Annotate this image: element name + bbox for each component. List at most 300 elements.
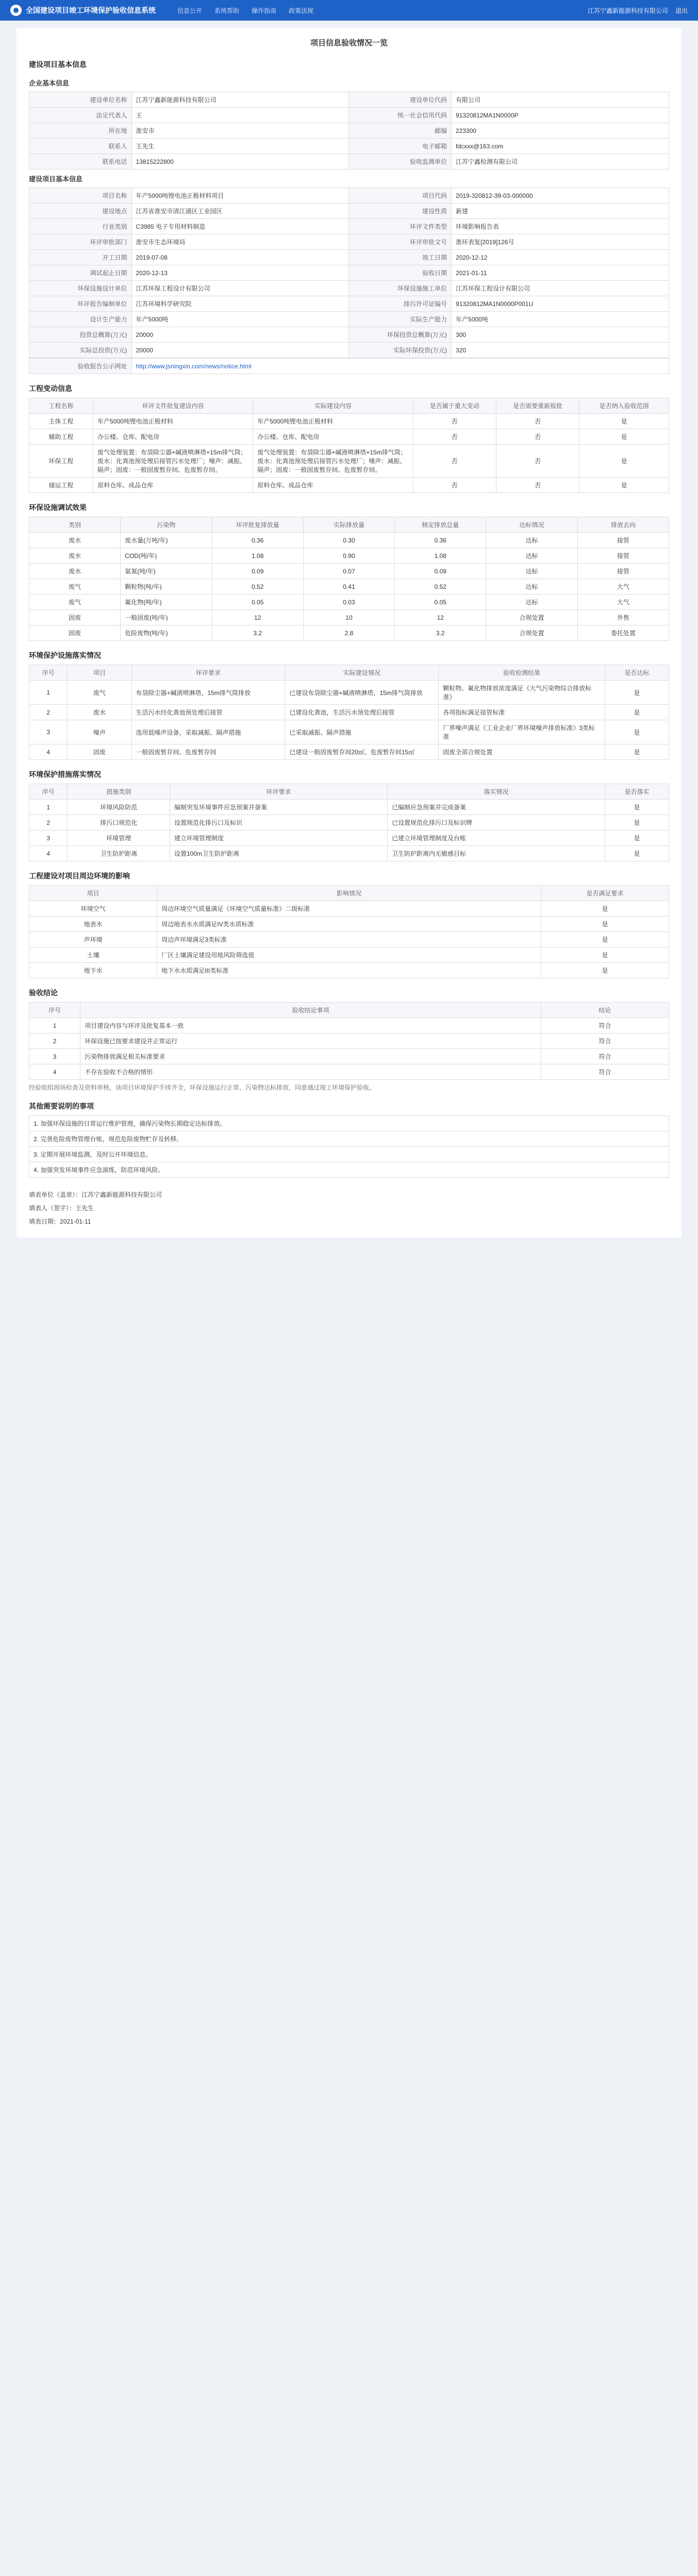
project-value: 江苏环保工程设计有限公司	[131, 281, 349, 296]
facility-cell: 废水	[68, 705, 131, 720]
measures-cell: 2	[29, 815, 68, 831]
facility-cell: 是	[605, 744, 669, 760]
project-label: 建设性质	[349, 204, 452, 219]
surround-cell: 土壤	[29, 947, 157, 963]
change-table	[29, 398, 669, 493]
facility-cell: 4	[29, 744, 68, 760]
emission-cell: COD(吨/年)	[121, 548, 212, 564]
table-row	[29, 744, 669, 760]
emission-cell: 达标	[486, 579, 577, 595]
surround-header: 影响情况	[157, 886, 541, 901]
facility-table	[29, 665, 669, 760]
facility-header: 项目	[68, 665, 131, 681]
other-item: 2. 完善危险废物管理台账，规范危险废物贮存及转移。	[29, 1131, 669, 1147]
company-row	[29, 154, 669, 170]
table-row	[29, 478, 669, 493]
change-cell: 否	[496, 429, 579, 445]
surround-cell: 是	[541, 963, 669, 978]
facility-header: 环评要求	[131, 665, 285, 681]
facility-cell: 2	[29, 705, 68, 720]
change-cell: 否	[496, 478, 579, 493]
measures-header: 序号	[29, 784, 68, 800]
project-row	[29, 281, 669, 296]
project-table	[29, 188, 669, 358]
conclusion-cell: 符合	[541, 1064, 669, 1080]
project-value: 新建	[452, 204, 669, 219]
emission-cell: 0.52	[395, 579, 486, 595]
facility-cell: 是	[605, 720, 669, 744]
conclusion-cell: 1	[29, 1018, 80, 1033]
facility-cell: 已建设一般固废暂存间20㎡、危废暂存间15㎡	[285, 744, 439, 760]
project-value: 320	[452, 343, 669, 358]
measures-table	[29, 784, 669, 861]
table-row	[29, 564, 669, 579]
project-label: 项目名称	[29, 188, 132, 204]
user-name[interactable]: 江苏宁鑫新能源科技有限公司	[587, 7, 668, 14]
emission-cell: 外售	[577, 610, 669, 625]
nav-item-2[interactable]: 操作指南	[252, 7, 277, 14]
surround-header: 项目	[29, 886, 157, 901]
company-label: 建设单位代码	[349, 92, 452, 108]
change-cell: 废气处理装置：布袋除尘器+碱液喷淋塔+15m排气筒；废水：化粪池预处理后接管污水处理厂；噪声：减振、隔声；固废：一般固废暂存间、危废暂存间。	[93, 445, 253, 478]
change-cell: 否	[496, 445, 579, 478]
section-facility: 环境保护设施落实情况	[29, 651, 101, 659]
change-header: 是否需要重新报批	[496, 398, 579, 414]
emission-cell: 0.30	[303, 533, 394, 548]
other-item: 1. 加强环保设施的日常运行维护管理，确保污染物长期稳定达标排放。	[29, 1116, 669, 1131]
measures-cell: 是	[605, 800, 669, 815]
emission-cell: 一般固废(吨/年)	[121, 610, 212, 625]
measures-cell: 已编制应急预案并完成备案	[387, 800, 605, 815]
emission-header: 污染物	[121, 517, 212, 533]
facility-cell: 是	[605, 705, 669, 720]
emission-cell: 0.07	[303, 564, 394, 579]
emission-cell: 达标	[486, 548, 577, 564]
surround-cell: 是	[541, 901, 669, 917]
emission-cell: 达标	[486, 533, 577, 548]
change-cell: 办公楼、仓库、配电房	[93, 429, 253, 445]
change-cell: 辅助工程	[29, 429, 93, 445]
company-row	[29, 123, 669, 139]
measures-header: 措施类别	[68, 784, 170, 800]
company-label: 统一社会信用代码	[349, 108, 452, 123]
facility-cell: 3	[29, 720, 68, 744]
project-value: 91320812MA1N0000P001U	[452, 296, 669, 312]
project-value: 江苏省淮安市清江浦区工业园区	[131, 204, 349, 219]
section-measures: 环境保护措施落实情况	[29, 770, 101, 778]
emission-cell: 1.08	[395, 548, 486, 564]
conclusion-cell: 符合	[541, 1033, 669, 1049]
change-cell: 原料仓库、成品仓库	[93, 478, 253, 493]
table-row	[29, 800, 669, 815]
emission-cell: 颗粒物(吨/年)	[121, 579, 212, 595]
emission-cell: 固废	[29, 625, 121, 641]
sign-unit: 江苏宁鑫新能源科技有限公司	[81, 1191, 162, 1198]
company-label: 邮编	[349, 123, 452, 139]
facility-header: 序号	[29, 665, 68, 681]
table-row	[29, 1064, 669, 1080]
project-row	[29, 250, 669, 265]
emission-cell: 0.36	[212, 533, 303, 548]
project-value: 2019-320812-39-03-000000	[452, 188, 669, 204]
company-value: fdcxxx@163.com	[452, 139, 669, 154]
project-label: 投资总概算(万元)	[29, 327, 132, 343]
emission-cell: 委托处置	[577, 625, 669, 641]
company-label: 所在地	[29, 123, 132, 139]
table-row	[29, 625, 669, 641]
emission-cell: 3.2	[395, 625, 486, 641]
surround-cell: 是	[541, 917, 669, 932]
emission-cell: 0.09	[212, 564, 303, 579]
emission-cell: 0.41	[303, 579, 394, 595]
surround-cell: 是	[541, 947, 669, 963]
conclusion-cell: 符合	[541, 1049, 669, 1064]
table-row	[29, 533, 669, 548]
project-value: 2020-12-13	[131, 265, 349, 281]
facility-cell: 颗粒物、氟化物排放浓度满足《大气污染物综合排放标准》	[439, 681, 605, 705]
emission-cell: 大气	[577, 579, 669, 595]
measures-cell: 环境风险防范	[68, 800, 170, 815]
content	[16, 28, 682, 1238]
emission-cell: 0.36	[395, 533, 486, 548]
table-row	[29, 579, 669, 595]
measures-cell: 建立环境管理制度	[170, 831, 388, 846]
emission-table	[29, 517, 669, 641]
measures-cell: 卫生防护距离内无敏感目标	[387, 846, 605, 861]
nav-item-3[interactable]: 政策法规	[289, 7, 314, 14]
emission-cell: 0.52	[212, 579, 303, 595]
project-value: C3985 电子专用材料制造	[131, 219, 349, 234]
measures-cell: 4	[29, 846, 68, 861]
table-row	[29, 429, 669, 445]
list-item	[29, 1131, 669, 1147]
surround-cell: 周边环境空气质量满足《环境空气质量标准》二级标准	[157, 901, 541, 917]
user-area	[580, 6, 688, 15]
surround-cell: 是	[541, 932, 669, 947]
facility-header: 是否达标	[605, 665, 669, 681]
emission-header: 核定排放总量	[395, 517, 486, 533]
project-value: 江苏环境科学研究院	[131, 296, 349, 312]
project-value: 江苏环保工程设计有限公司	[452, 281, 669, 296]
table-row	[29, 846, 669, 861]
measures-cell: 是	[605, 846, 669, 861]
company-value: 王	[131, 108, 349, 123]
measures-cell: 是	[605, 815, 669, 831]
conclusion-cell: 环保设施已按要求建设并正常运行	[80, 1033, 541, 1049]
table-row	[29, 720, 669, 744]
list-item	[29, 1162, 669, 1178]
emission-cell: 接管	[577, 548, 669, 564]
emission-header: 达标情况	[486, 517, 577, 533]
emission-cell: 废水	[29, 548, 121, 564]
company-label: 法定代表人	[29, 108, 132, 123]
project-label: 验收日期	[349, 265, 452, 281]
project-value: 300	[452, 327, 669, 343]
emission-cell: 氟化物(吨/年)	[121, 595, 212, 610]
change-cell: 办公楼、仓库、配电房	[253, 429, 413, 445]
section-conclusion: 验收结论	[29, 989, 58, 997]
surround-cell: 地表水	[29, 917, 157, 932]
emission-cell: 12	[212, 610, 303, 625]
nav-item-1[interactable]: 系统帮助	[214, 7, 240, 14]
conclusion-table	[29, 1002, 669, 1080]
measures-cell: 卫生防护距离	[68, 846, 170, 861]
logout-link[interactable]: 退出	[675, 7, 688, 14]
emission-cell: 合规处置	[486, 625, 577, 641]
project-label: 行业类别	[29, 219, 132, 234]
change-cell: 是	[579, 478, 669, 493]
emission-cell: 固废	[29, 610, 121, 625]
emission-cell: 0.05	[212, 595, 303, 610]
other-table	[29, 1115, 669, 1178]
surround-table	[29, 885, 669, 978]
top-bar	[0, 0, 698, 21]
facility-cell: 噪声	[68, 720, 131, 744]
project-value: 环境影响报告表	[452, 219, 669, 234]
nav-item-0[interactable]: 信息公开	[177, 7, 203, 14]
conclusion-header: 验收结论事项	[80, 1003, 541, 1018]
top-nav	[171, 6, 320, 15]
table-row	[29, 815, 669, 831]
project-row	[29, 312, 669, 327]
project-row	[29, 343, 669, 358]
link-label: 验收报告公示网址	[29, 359, 132, 374]
emission-header: 类别	[29, 517, 121, 533]
emission-header: 实际排放量	[303, 517, 394, 533]
facility-cell: 已采取减振、隔声措施	[285, 720, 439, 744]
emission-cell: 废水	[29, 564, 121, 579]
other-item: 3. 定期开展环境监测，及时公开环境信息。	[29, 1147, 669, 1162]
emission-cell: 废水	[29, 533, 121, 548]
section-company: 企业基本信息	[29, 79, 70, 87]
sign-date-label: 填表日期：	[29, 1218, 60, 1225]
project-value: 2021-01-11	[452, 265, 669, 281]
conclusion-cell: 3	[29, 1049, 80, 1064]
surround-header: 是否满足要求	[541, 886, 669, 901]
company-value: 13815222800	[131, 154, 349, 170]
change-cell: 否	[413, 414, 496, 429]
company-label: 建设单位名称	[29, 92, 132, 108]
measures-cell: 设置100m卫生防护距离	[170, 846, 388, 861]
project-label: 环评报告编制单位	[29, 296, 132, 312]
surround-cell: 地下水	[29, 963, 157, 978]
company-value: 王先生	[131, 139, 349, 154]
change-cell: 否	[413, 445, 496, 478]
conclusion-cell: 项目建设内容与环评及批复基本一致	[80, 1018, 541, 1033]
section-other: 其他需要说明的事项	[29, 1102, 94, 1110]
project-value: 淮安市生态环境局	[131, 234, 349, 250]
facility-header: 实际建设情况	[285, 665, 439, 681]
conclusion-cell: 不存在验收不合格的情形	[80, 1064, 541, 1080]
facility-cell: 是	[605, 681, 669, 705]
company-row	[29, 139, 669, 154]
project-label: 项目代码	[349, 188, 452, 204]
facility-cell: 生活污水经化粪池预处理后接管	[131, 705, 285, 720]
conclusion-cell: 2	[29, 1033, 80, 1049]
change-header: 工程名称	[29, 398, 93, 414]
table-row	[29, 1018, 669, 1033]
emission-cell: 达标	[486, 564, 577, 579]
facility-cell: 各项指标满足接管标准	[439, 705, 605, 720]
table-row	[29, 831, 669, 846]
table-row	[29, 414, 669, 429]
measures-cell: 编制突发环境事件应急预案并备案	[170, 800, 388, 815]
table-row	[29, 610, 669, 625]
conclusion-header: 结论	[541, 1003, 669, 1018]
table-row	[29, 548, 669, 564]
logo-icon	[10, 5, 22, 16]
facility-cell: 固废全部合规处置	[439, 744, 605, 760]
company-value: 有限公司	[452, 92, 669, 108]
system-title: 全国建设项目竣工环境保护验收信息系统	[26, 6, 156, 14]
emission-cell: 废气	[29, 595, 121, 610]
change-cell: 环保工程	[29, 445, 93, 478]
company-label: 验收监测单位	[349, 154, 452, 170]
measures-header: 落实情况	[387, 784, 605, 800]
change-cell: 年产5000吨锂电池正极材料	[253, 414, 413, 429]
conclusion-text: 经验收组现场检查及资料审核，该项目环境保护手续齐全，环保设施运行正常，污染物达标排放，同意通过竣工环境保护验收。	[29, 1084, 376, 1091]
facility-cell: 1	[29, 681, 68, 705]
section-basic: 建设项目基本信息	[29, 60, 87, 69]
change-header: 是否属于重大变动	[413, 398, 496, 414]
project-label: 环保投资总概算(万元)	[349, 327, 452, 343]
measures-cell: 设置规范化排污口及标识	[170, 815, 388, 831]
surround-cell: 周边地表水水质满足IV类水质标准	[157, 917, 541, 932]
project-label: 实际环保投资(万元)	[349, 343, 452, 358]
surround-cell: 周边声环境满足3类标准	[157, 932, 541, 947]
emission-header: 排放去向	[577, 517, 669, 533]
change-cell: 是	[579, 429, 669, 445]
project-label: 排污许可证编号	[349, 296, 452, 312]
facility-cell: 一般固废暂存间、危废暂存间	[131, 744, 285, 760]
sign-person-label: 填表人（签字）：	[29, 1205, 76, 1212]
change-cell: 是	[579, 445, 669, 478]
project-label: 竣工日期	[349, 250, 452, 265]
company-row	[29, 92, 669, 108]
change-header: 环评文件批复建设内容	[93, 398, 253, 414]
facility-cell: 废气	[68, 681, 131, 705]
company-label: 电子邮箱	[349, 139, 452, 154]
measures-cell: 已设置规范化排污口及标识牌	[387, 815, 605, 831]
emission-cell: 0.90	[303, 548, 394, 564]
table-row	[29, 1049, 669, 1064]
project-row	[29, 204, 669, 219]
surround-cell: 厂区土壤满足建设用地风险筛选值	[157, 947, 541, 963]
table-row	[29, 917, 669, 932]
change-header: 实际建设内容	[253, 398, 413, 414]
project-label: 建设地点	[29, 204, 132, 219]
list-item	[29, 1116, 669, 1131]
company-row	[29, 108, 669, 123]
sign-date: 2021-01-11	[60, 1218, 91, 1225]
surround-cell: 地下水水质满足III类标准	[157, 963, 541, 978]
project-row	[29, 327, 669, 343]
emission-cell: 0.03	[303, 595, 394, 610]
report-link[interactable]: http://www.jsningxin.com/news/notice.html	[136, 362, 252, 370]
project-link-table	[29, 358, 669, 374]
project-row	[29, 234, 669, 250]
facility-header: 验收检测结果	[439, 665, 605, 681]
conclusion-header: 序号	[29, 1003, 80, 1018]
emission-cell: 合规处置	[486, 610, 577, 625]
brand	[10, 5, 156, 16]
table-row	[29, 681, 669, 705]
section-project: 建设项目基本信息	[29, 175, 83, 183]
emission-cell: 2.8	[303, 625, 394, 641]
company-label: 联系电话	[29, 154, 132, 170]
project-label: 实际总投资(万元)	[29, 343, 132, 358]
project-label: 调试起止日期	[29, 265, 132, 281]
project-value: 淮环表复[2019]126号	[452, 234, 669, 250]
table-row	[29, 1033, 669, 1049]
emission-cell: 接管	[577, 564, 669, 579]
project-label: 开工日期	[29, 250, 132, 265]
sign-person: 王先生	[75, 1205, 94, 1212]
sign-block	[29, 1188, 669, 1228]
change-cell: 原料仓库、成品仓库	[253, 478, 413, 493]
change-cell: 否	[496, 414, 579, 429]
sign-unit-label: 填表单位（盖章）：	[29, 1191, 82, 1198]
conclusion-cell: 污染物排放满足相关标准要求	[80, 1049, 541, 1064]
project-value: 年产5000吨锂电池正极材料项目	[131, 188, 349, 204]
emission-cell: 12	[395, 610, 486, 625]
list-item	[29, 1147, 669, 1162]
facility-cell: 固废	[68, 744, 131, 760]
company-value: 江苏宁鑫检测有限公司	[452, 154, 669, 170]
facility-cell: 已建设布袋除尘器+碱液喷淋塔，15m排气筒排放	[285, 681, 439, 705]
facility-cell: 已建设化粪池，生活污水预处理后接管	[285, 705, 439, 720]
table-row	[29, 445, 669, 478]
facility-cell: 厂界噪声满足《工业企业厂界环境噪声排放标准》3类标准	[439, 720, 605, 744]
emission-cell: 危险废物(吨/年)	[121, 625, 212, 641]
change-cell: 储运工程	[29, 478, 93, 493]
project-row	[29, 265, 669, 281]
emission-cell: 1.08	[212, 548, 303, 564]
project-row	[29, 188, 669, 204]
surround-cell: 声环境	[29, 932, 157, 947]
project-label: 环评审批部门	[29, 234, 132, 250]
emission-cell: 废气	[29, 579, 121, 595]
emission-cell: 废水量(万吨/年)	[121, 533, 212, 548]
project-label: 环评审批文号	[349, 234, 452, 250]
project-label: 环保设施设计单位	[29, 281, 132, 296]
emission-header: 环评批复排放量	[212, 517, 303, 533]
project-row	[29, 219, 669, 234]
emission-cell: 3.2	[212, 625, 303, 641]
conclusion-cell: 4	[29, 1064, 80, 1080]
measures-cell: 已建立环境管理制度及台账	[387, 831, 605, 846]
company-value: 淮安市	[131, 123, 349, 139]
measures-header: 是否落实	[605, 784, 669, 800]
measures-cell: 是	[605, 831, 669, 846]
emission-cell: 接管	[577, 533, 669, 548]
table-row	[29, 705, 669, 720]
emission-cell: 0.05	[395, 595, 486, 610]
measures-cell: 排污口规范化	[68, 815, 170, 831]
section-surround: 工程建设对项目周边环境的影响	[29, 872, 130, 880]
company-value: 91320812MA1N0000P	[452, 108, 669, 123]
emission-cell: 达标	[486, 595, 577, 610]
other-item: 4. 加强突发环境事件应急演练，防范环境风险。	[29, 1162, 669, 1178]
change-header: 是否纳入验收范围	[579, 398, 669, 414]
conclusion-cell: 符合	[541, 1018, 669, 1033]
change-cell: 主体工程	[29, 414, 93, 429]
change-cell: 年产5000吨锂电池正极材料	[93, 414, 253, 429]
emission-cell: 大气	[577, 595, 669, 610]
emission-cell: 10	[303, 610, 394, 625]
table-row	[29, 595, 669, 610]
change-cell: 否	[413, 478, 496, 493]
